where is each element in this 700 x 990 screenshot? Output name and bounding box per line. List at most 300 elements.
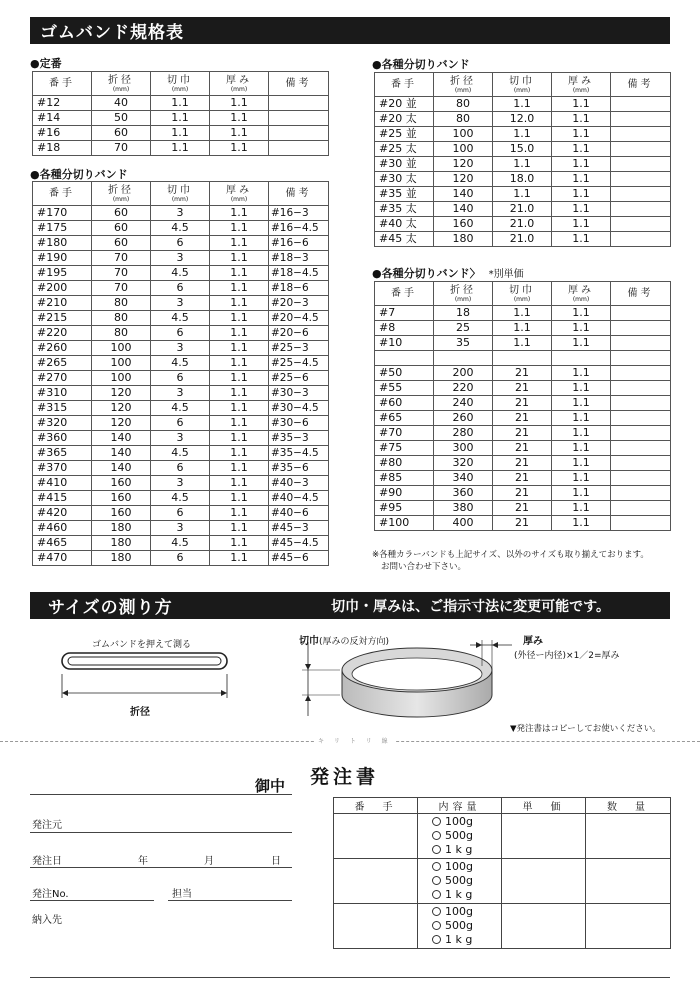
column-header-fold: [434, 73, 493, 97]
cell-fold: 18: [434, 306, 493, 321]
table-row: [375, 97, 671, 112]
cell-no: #260: [33, 341, 92, 356]
column-header-thick: [552, 73, 611, 97]
assorted-left-label: ●各種分切りバンド: [30, 168, 128, 181]
content-option[interactable]: [432, 815, 501, 829]
cell-no: #20 並: [375, 97, 434, 112]
cell-no: #410: [33, 476, 92, 491]
cell-thick: 1.1: [210, 461, 269, 476]
cell-remarks: #45−3: [269, 521, 329, 536]
cell-width: 1.1: [151, 96, 210, 111]
order-table: [333, 797, 671, 949]
column-header-fold: [92, 182, 151, 206]
cell-width: 6: [151, 551, 210, 566]
cell-thick: 1.1: [210, 446, 269, 461]
cell-thick: 1.1: [552, 142, 611, 157]
cell-fold: 120: [92, 386, 151, 401]
content-option[interactable]: [432, 860, 501, 874]
table-row: [375, 366, 671, 381]
cell-fold: 160: [92, 506, 151, 521]
cell-no: #310: [33, 386, 92, 401]
cell-fold: 35: [434, 336, 493, 351]
cell-remarks: [269, 141, 329, 156]
cell-thick: 1.1: [552, 336, 611, 351]
cell-no: #215: [33, 311, 92, 326]
spec-table-banner: [30, 17, 670, 44]
assorted-extra-label: [372, 265, 524, 281]
content-option[interactable]: [432, 874, 501, 888]
cell-thick: 1.1: [552, 306, 611, 321]
column-header-no: [375, 73, 434, 97]
cell-fold: 400: [434, 516, 493, 531]
cell-thick: 1.1: [552, 112, 611, 127]
table-row: [33, 281, 329, 296]
content-option[interactable]: [432, 888, 501, 902]
content-option[interactable]: [432, 919, 501, 933]
order-no-label: 発注No.: [32, 889, 69, 900]
cell-remarks: #45−6: [269, 551, 329, 566]
table-row: [33, 296, 329, 311]
radio-circle-icon[interactable]: [432, 890, 441, 899]
assorted-right-label: ●各種分切りバンド: [372, 58, 470, 71]
cell-no: #180: [33, 236, 92, 251]
order-header-row: [334, 798, 671, 814]
cell-no: #35 太: [375, 202, 434, 217]
thick-arrow-right: [492, 642, 498, 648]
content-option-label: 100g: [445, 860, 473, 873]
order-price-cell[interactable]: [502, 859, 586, 904]
column-unit: (mm): [572, 86, 590, 94]
cell-width: 6: [151, 461, 210, 476]
column-header-thick-text: 厚み: [226, 74, 252, 86]
cell-width: 21: [493, 516, 552, 531]
cell-fold: 70: [92, 281, 151, 296]
column-unit: (mm): [230, 195, 248, 203]
cell-remarks: [269, 111, 329, 126]
cell-thick: 1.1: [210, 296, 269, 311]
cell-thick: 1.1: [210, 536, 269, 551]
cell-fold: 160: [92, 476, 151, 491]
table-row: [33, 266, 329, 281]
table-row: [33, 126, 329, 141]
table-row: [375, 351, 671, 366]
content-option[interactable]: [432, 933, 501, 947]
cell-thick: 1.1: [552, 471, 611, 486]
order-qty-cell[interactable]: [586, 859, 671, 904]
content-option-label: 500g: [445, 919, 473, 932]
table-row: [33, 551, 329, 566]
cell-no: #25 太: [375, 142, 434, 157]
cell-no: #20 太: [375, 112, 434, 127]
cell-thick: 1.1: [552, 97, 611, 112]
fold-arrow-right: [221, 690, 227, 696]
order-no-cell[interactable]: [334, 814, 418, 859]
cell-thick: 1.1: [210, 356, 269, 371]
table-row: [375, 336, 671, 351]
table-row: [375, 456, 671, 471]
table-row: [33, 96, 329, 111]
cell-fold: 180: [92, 536, 151, 551]
radio-circle-icon[interactable]: [432, 921, 441, 930]
table-row: [33, 446, 329, 461]
cell-thick: 1.1: [210, 341, 269, 356]
cell-fold: 140: [92, 446, 151, 461]
cell-thick: 1.1: [552, 321, 611, 336]
cell-fold: 100: [92, 341, 151, 356]
table-row: [375, 501, 671, 516]
content-options[interactable]: [418, 859, 502, 904]
cell-remarks: [611, 217, 671, 232]
order-row: [334, 904, 671, 949]
cell-fold: 120: [92, 416, 151, 431]
fold-diameter-label: 折径: [130, 707, 150, 718]
cell-thick: 1.1: [210, 386, 269, 401]
cell-remarks: [611, 306, 671, 321]
cell-no: #8: [375, 321, 434, 336]
cell-no: #80: [375, 456, 434, 471]
column-header-width-text: 切巾: [167, 74, 193, 86]
order-no-cell[interactable]: [334, 859, 418, 904]
cell-width: 21: [493, 411, 552, 426]
cell-no: #270: [33, 371, 92, 386]
cell-thick: 1.1: [552, 486, 611, 501]
cell-thick: 1.1: [210, 111, 269, 126]
standard-table: [32, 71, 329, 156]
cell-thick: 1.1: [210, 506, 269, 521]
cell-remarks: #40−6: [269, 506, 329, 521]
cell-thick: 1.1: [552, 501, 611, 516]
cell-remarks: [611, 456, 671, 471]
cell-no: [375, 351, 434, 366]
cell-thick: 1.1: [210, 431, 269, 446]
content-option[interactable]: [432, 829, 501, 843]
cell-remarks: #30−3: [269, 386, 329, 401]
column-unit: (mm): [454, 86, 472, 94]
cell-width: 21: [493, 441, 552, 456]
cell-width: 1.1: [151, 111, 210, 126]
column-header-fold-text: 折径: [450, 284, 476, 296]
radio-circle-icon[interactable]: [432, 845, 441, 854]
width-arrow-bottom: [305, 695, 311, 701]
cell-fold: 340: [434, 471, 493, 486]
table-row: [375, 142, 671, 157]
table-row: [33, 341, 329, 356]
cell-thick: 1.1: [210, 521, 269, 536]
measure-banner: [30, 592, 670, 619]
cell-thick: 1.1: [552, 202, 611, 217]
cell-no: #50: [375, 366, 434, 381]
table-header-row: [33, 72, 329, 96]
assorted-extra-table: [374, 281, 671, 531]
cell-thick: 1.1: [210, 221, 269, 236]
cell-remarks: #16−6: [269, 236, 329, 251]
content-options[interactable]: [418, 904, 502, 949]
cell-thick: 1.1: [552, 232, 611, 247]
content-options[interactable]: [418, 814, 502, 859]
table-row: [33, 506, 329, 521]
content-option-label: 1 k g: [445, 933, 473, 946]
column-header-width-text: 切巾: [509, 75, 535, 87]
table-row: [375, 187, 671, 202]
cell-fold: 100: [434, 142, 493, 157]
cell-no: #370: [33, 461, 92, 476]
flat-band-diagram: [40, 648, 260, 713]
cell-width: 3: [151, 341, 210, 356]
content-option[interactable]: [432, 905, 501, 919]
cell-thick: 1.1: [552, 217, 611, 232]
cell-fold: 25: [434, 321, 493, 336]
cell-no: #10: [375, 336, 434, 351]
cell-remarks: [611, 471, 671, 486]
cell-no: #65: [375, 411, 434, 426]
column-header-fold-text: 折径: [450, 75, 476, 87]
column-header-thick: [210, 182, 269, 206]
column-header-remarks: [611, 282, 671, 306]
column-header-width: [493, 73, 552, 97]
cell-thick: 1.1: [210, 281, 269, 296]
cell-fold: 180: [92, 521, 151, 536]
table-row: [375, 217, 671, 232]
order-col-qty: 数 量: [586, 798, 671, 814]
table-row: [33, 311, 329, 326]
cell-no: #55: [375, 381, 434, 396]
column-unit: (mm): [454, 295, 472, 303]
cell-no: #210: [33, 296, 92, 311]
sender-label: 発注元: [32, 820, 62, 831]
delivery-label: 納入先: [32, 915, 62, 926]
cell-remarks: #20−6: [269, 326, 329, 341]
cell-width: [493, 351, 552, 366]
column-header-remarks: [269, 182, 329, 206]
radio-circle-icon[interactable]: [432, 876, 441, 885]
cell-remarks: [269, 126, 329, 141]
column-header-remarks-text: 備考: [627, 79, 654, 90]
column-header-width: [151, 72, 210, 96]
cell-fold: 120: [434, 157, 493, 172]
cell-remarks: [611, 127, 671, 142]
cell-remarks: #25−6: [269, 371, 329, 386]
cell-fold: 60: [92, 236, 151, 251]
table-row: [375, 396, 671, 411]
cell-width: 21: [493, 486, 552, 501]
thick-arrow-left: [476, 642, 482, 648]
column-header-fold-text: 折径: [108, 74, 134, 86]
assorted-left-table: [32, 181, 329, 566]
column-header-thick-text: 厚み: [568, 284, 594, 296]
column-header-thick: [210, 72, 269, 96]
copy-note: ▼発注書はコピーしてお使いください。: [510, 724, 661, 734]
date-line[interactable]: [30, 867, 292, 868]
table-row: [33, 206, 329, 221]
table-row: [375, 202, 671, 217]
cell-width: 21: [493, 471, 552, 486]
content-option[interactable]: [432, 843, 501, 857]
cell-no: #360: [33, 431, 92, 446]
radio-circle-icon[interactable]: [432, 831, 441, 840]
order-no-line[interactable]: [30, 900, 154, 901]
year-label: 年: [138, 856, 148, 867]
cut-line-label: キ リ ト リ 線: [315, 736, 395, 745]
cell-no: #16: [33, 126, 92, 141]
cell-width: 1.1: [151, 141, 210, 156]
cell-fold: 120: [92, 401, 151, 416]
cell-thick: 1.1: [210, 236, 269, 251]
cell-width: 4.5: [151, 491, 210, 506]
cell-width: 1.1: [493, 127, 552, 142]
order-qty-cell[interactable]: [586, 904, 671, 949]
cell-thick: 1.1: [552, 157, 611, 172]
cell-thick: 1.1: [552, 187, 611, 202]
table-row: [33, 416, 329, 431]
cell-fold: 40: [92, 96, 151, 111]
column-unit: (mm): [112, 195, 130, 203]
column-unit: (mm): [572, 295, 590, 303]
table-row: [375, 306, 671, 321]
cell-width: 4.5: [151, 401, 210, 416]
table-row: [33, 326, 329, 341]
cell-width: 4.5: [151, 536, 210, 551]
cell-width: 4.5: [151, 311, 210, 326]
cell-width: 21: [493, 501, 552, 516]
cell-remarks: #30−6: [269, 416, 329, 431]
radio-circle-icon[interactable]: [432, 935, 441, 944]
cell-width: 3: [151, 521, 210, 536]
table-row: [33, 401, 329, 416]
column-header-fold-text: 折径: [108, 184, 134, 196]
cell-fold: 70: [92, 141, 151, 156]
staff-line[interactable]: [168, 900, 292, 901]
column-header-remarks-text: 備考: [285, 188, 312, 199]
cell-remarks: [611, 516, 671, 531]
cell-remarks: [611, 486, 671, 501]
cell-width: 4.5: [151, 446, 210, 461]
cell-no: #75: [375, 441, 434, 456]
cell-thick: 1.1: [552, 366, 611, 381]
cell-thick: 1.1: [210, 401, 269, 416]
cell-fold: 60: [92, 126, 151, 141]
cell-width: 3: [151, 431, 210, 446]
cell-no: #7: [375, 306, 434, 321]
column-header-no-text: 番手: [391, 288, 417, 299]
cell-no: #30 並: [375, 157, 434, 172]
column-header-width-text: 切巾: [509, 284, 535, 296]
cell-no: #35 並: [375, 187, 434, 202]
cell-fold: 160: [434, 217, 493, 232]
cell-width: 6: [151, 281, 210, 296]
cell-thick: 1.1: [210, 551, 269, 566]
table-row: [375, 486, 671, 501]
width-arrow-top: [305, 664, 311, 670]
column-header-no: [33, 72, 92, 96]
staff-label: 担当: [172, 889, 192, 900]
cell-width: 21: [493, 396, 552, 411]
order-price-cell[interactable]: [502, 814, 586, 859]
cell-width: 18.0: [493, 172, 552, 187]
table-row: [33, 221, 329, 236]
cell-no: #460: [33, 521, 92, 536]
cell-no: #175: [33, 221, 92, 236]
radio-circle-icon[interactable]: [432, 907, 441, 916]
cell-fold: 380: [434, 501, 493, 516]
cell-thick: 1.1: [210, 206, 269, 221]
cell-fold: 140: [434, 187, 493, 202]
table-row: [33, 461, 329, 476]
cell-width: 4.5: [151, 221, 210, 236]
cell-no: #12: [33, 96, 92, 111]
cell-no: #195: [33, 266, 92, 281]
table-row: [375, 381, 671, 396]
column-header-remarks: [269, 72, 329, 96]
table-row: [33, 236, 329, 251]
cell-no: #70: [375, 426, 434, 441]
order-price-cell[interactable]: [502, 904, 586, 949]
cell-remarks: [611, 336, 671, 351]
cell-thick: 1.1: [210, 141, 269, 156]
table-row: [33, 536, 329, 551]
cell-fold: 100: [92, 371, 151, 386]
cell-remarks: [611, 142, 671, 157]
order-form-title: 発注書: [310, 766, 380, 788]
cell-no: #320: [33, 416, 92, 431]
flat-band-outer: [62, 653, 227, 669]
cell-width: 4.5: [151, 356, 210, 371]
month-label: 月: [204, 856, 214, 867]
cell-no: #365: [33, 446, 92, 461]
measure-title: サイズの測り方: [48, 598, 173, 618]
width-label-text: 切巾: [299, 636, 319, 647]
cell-fold: 140: [92, 461, 151, 476]
cell-fold: 80: [92, 311, 151, 326]
standard-label: ●定番: [30, 57, 62, 70]
cell-remarks: #35−4.5: [269, 446, 329, 461]
column-header-remarks-text: 備考: [627, 288, 654, 299]
table-row: [375, 232, 671, 247]
cell-remarks: [611, 396, 671, 411]
table-row: [33, 491, 329, 506]
cell-remarks: [611, 351, 671, 366]
radio-circle-icon[interactable]: [432, 862, 441, 871]
cell-thick: 1.1: [210, 416, 269, 431]
onchu-label: 御中: [255, 777, 286, 795]
cell-thick: 1.1: [210, 476, 269, 491]
cell-no: #40 太: [375, 217, 434, 232]
table-row: [33, 111, 329, 126]
table-row: [375, 157, 671, 172]
cell-thick: 1.1: [552, 456, 611, 471]
measure-note: 切巾・厚みは、ご指示寸法に変更可能です。: [331, 598, 610, 615]
thickness-label: 厚み: [523, 636, 543, 647]
cell-fold: 140: [434, 202, 493, 217]
sender-line[interactable]: [30, 832, 292, 833]
cell-remarks: [611, 366, 671, 381]
cell-fold: 280: [434, 426, 493, 441]
order-no-cell[interactable]: [334, 904, 418, 949]
table-row: [375, 172, 671, 187]
cell-width: 6: [151, 416, 210, 431]
cell-width: 6: [151, 371, 210, 386]
radio-circle-icon[interactable]: [432, 817, 441, 826]
cell-no: #465: [33, 536, 92, 551]
cell-thick: [552, 351, 611, 366]
cell-remarks: [269, 96, 329, 111]
cell-fold: 60: [92, 206, 151, 221]
cell-remarks: #25−3: [269, 341, 329, 356]
cell-thick: 1.1: [552, 127, 611, 142]
cell-width: 1.1: [493, 306, 552, 321]
order-qty-cell[interactable]: [586, 814, 671, 859]
cell-remarks: [611, 232, 671, 247]
cell-thick: 1.1: [210, 326, 269, 341]
